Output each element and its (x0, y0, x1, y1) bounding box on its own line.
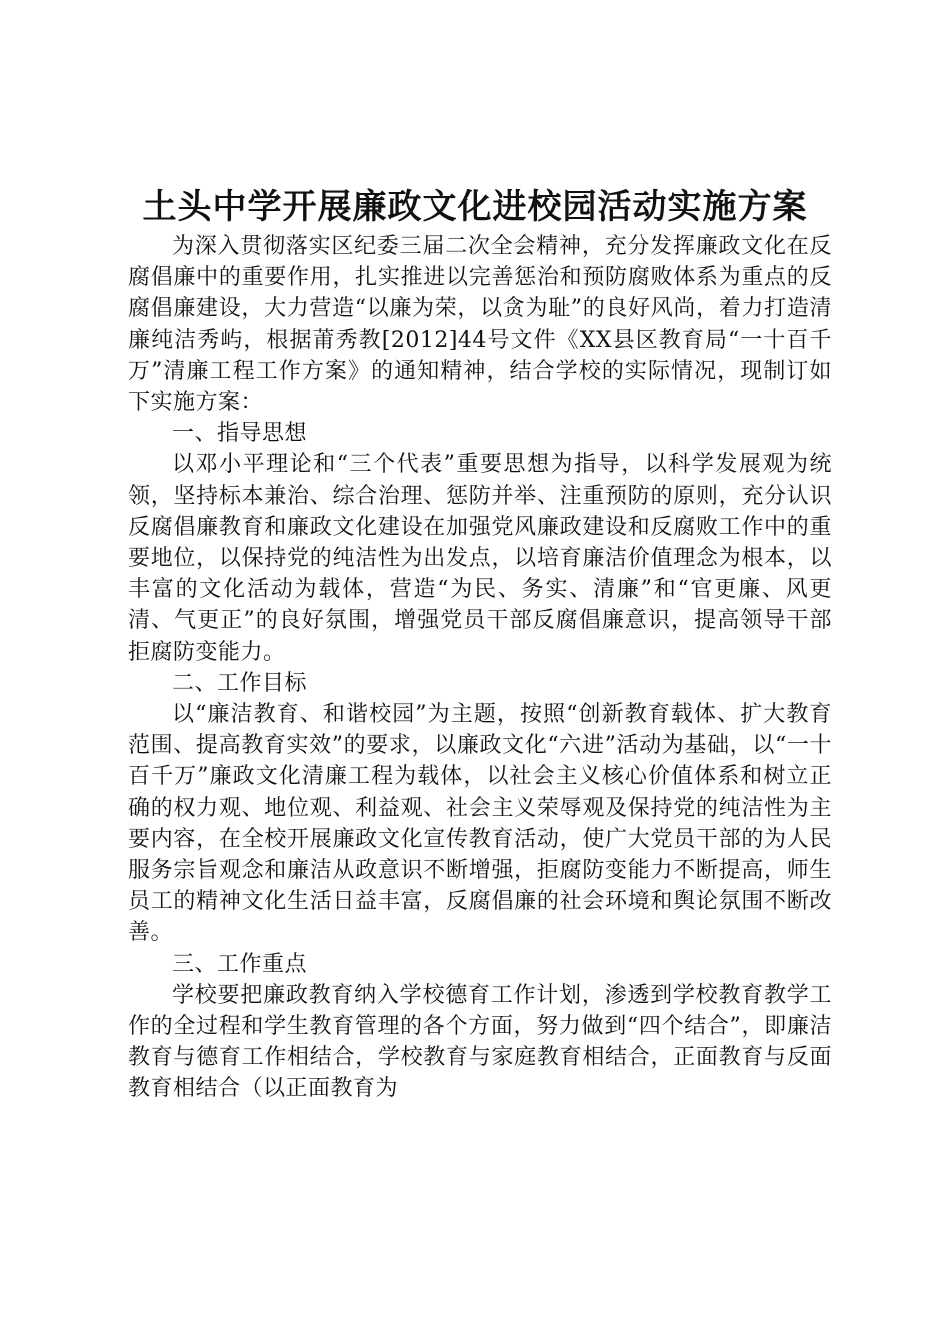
section-paragraph-work-goals: 以“廉洁教育、和谐校园”为主题，按照“创新教育载体、扩大教育范围、提高教育实效”的要求，以廉政文化“六进”活动为基础，以“一十百千万”廉政文化清廉工程为载体，以社会主义核心价值体系和树立正确的权力观、地位观、利益观、社会主义荣辱观及保持党的纯洁性为主要内容，在全校开展廉政文化宣传教育活动，使广大党员干部的为人民服务宗旨观念和廉洁从政意识不断增强，拒腐防变能力不断提高，师生员工的精神文化生活日益丰富，反腐倡廉的社会环境和舆论氛围不断改善。 (128, 702, 832, 946)
section-heading-work-goals: 二、工作目标 (172, 670, 308, 696)
document-title: 土头中学开展廉政文化进校园活动实施方案 (142, 187, 808, 227)
section-paragraph-work-focus: 学校要把廉政教育纳入学校德育工作计划，渗透到学校教育教学工作的全过程和学生教育管理的各个方面，努力做到“四个结合”，即廉洁教育与德育工作相结合，学校教育与家庭教育相结合，正面教育与反面教育相结合（以正面教育为 (128, 982, 832, 1102)
section-paragraph-guiding-ideology: 以邓小平理论和“三个代表”重要思想为指导，以科学发展观为统领，坚持标本兼治、综合治理、惩防并举、注重预防的原则，充分认识反腐倡廉教育和廉政文化建设在加强党风廉政建设和反腐败工作中的重要地位，以保持党的纯洁性为出发点，以培育廉洁价值理念为根本，以丰富的文化活动为载体，营造“为民、务实、清廉”和“官更廉、风更清、气更正”的良好氛围，增强党员干部反腐倡廉意识，提高领导干部拒腐防变能力。 (128, 452, 832, 665)
section-heading-work-focus: 三、工作重点 (172, 951, 308, 977)
section-heading-guiding-ideology: 一、指导思想 (172, 421, 308, 447)
document-body (128, 231, 832, 1105)
intro-paragraph: 为深入贯彻落实区纪委三届二次全会精神，充分发挥廉政文化在反腐倡廉中的重要作用，扎实推进以完善惩治和预防腐败体系为重点的反腐倡廉建设，大力营造“以廉为荣，以贪为耻”的良好风尚，着力打造清廉纯洁秀屿，根据莆秀教[2012]44号文件《XX县区教育局“一十百千万”清廉工程工作方案》的通知精神，结合学校的实际情况，现制订如下实施方案： (128, 234, 832, 416)
